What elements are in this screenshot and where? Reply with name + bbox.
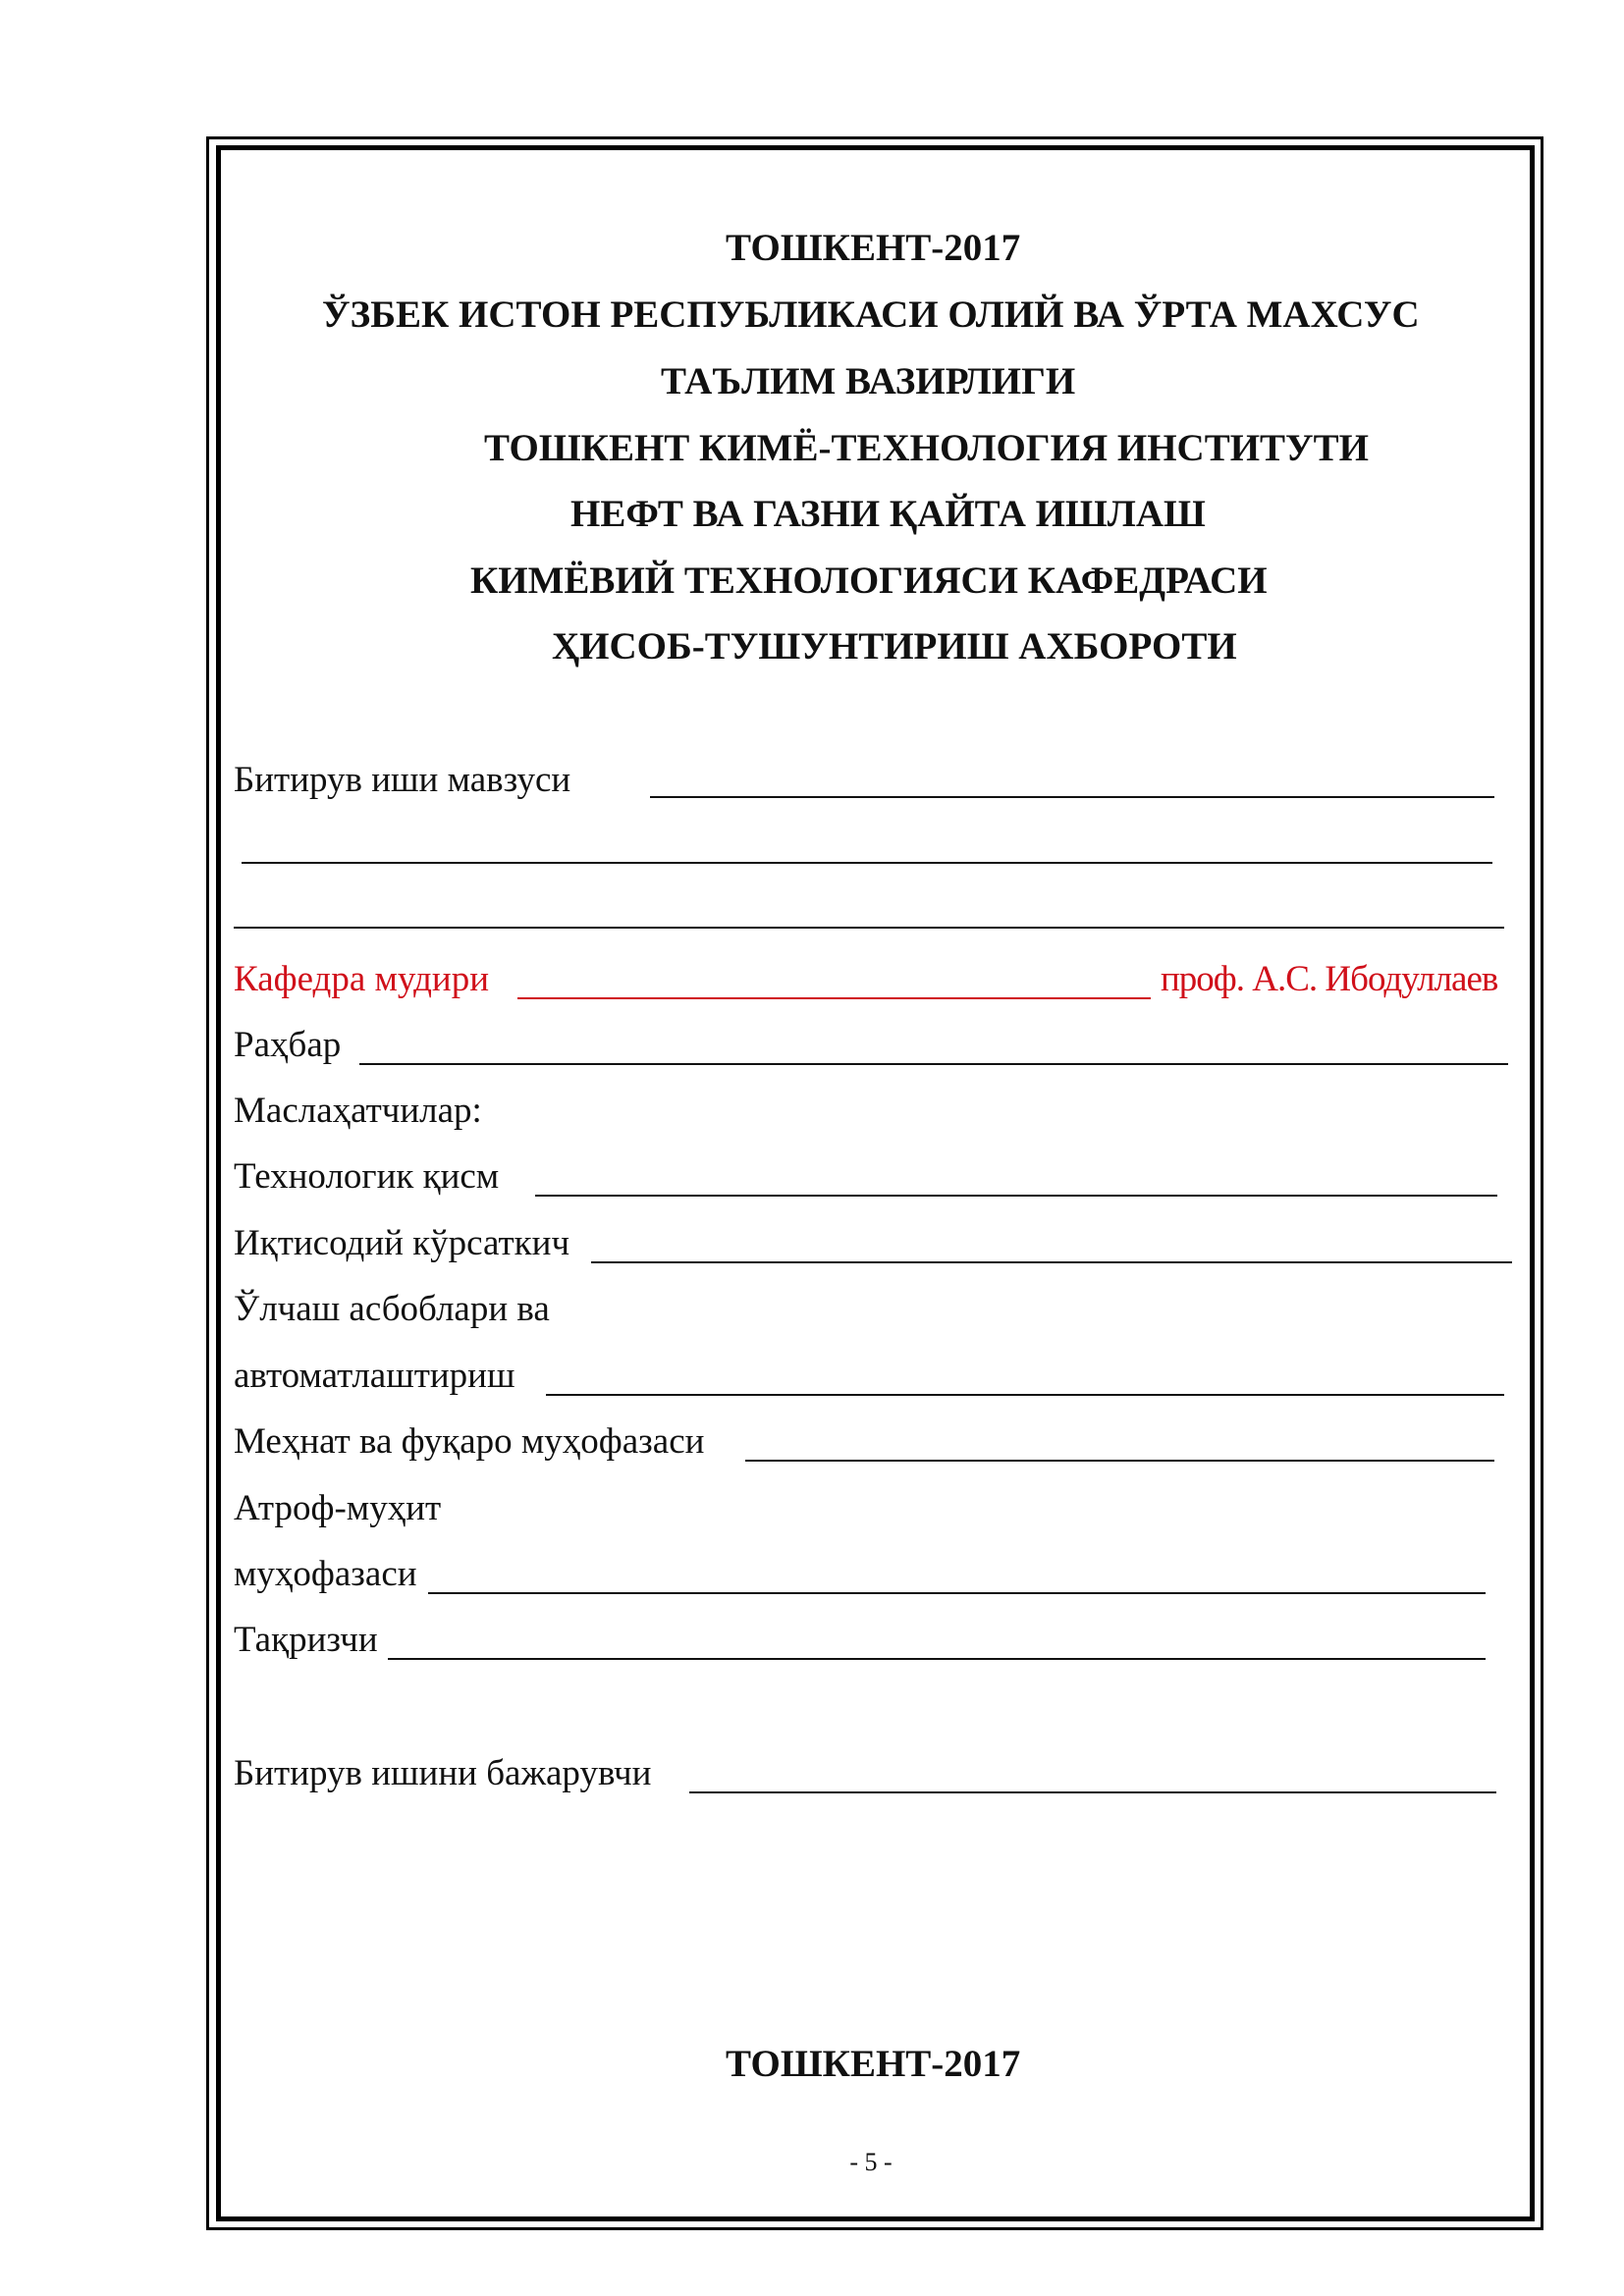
performer-field[interactable] xyxy=(689,1791,1496,1793)
technological-part-field[interactable] xyxy=(535,1195,1497,1197)
technological-part-label: Технологик қисм xyxy=(234,1156,500,1197)
document-title: ҲИСОБ-ТУШУНТИРИШ АХБОРОТИ xyxy=(552,625,1237,667)
environment-label-line1: Атроф-муҳит xyxy=(234,1488,442,1528)
environment-field[interactable] xyxy=(428,1592,1486,1594)
reviewer-label: Тақризчи xyxy=(234,1620,378,1660)
instruments-label-line2: автоматлаштириш xyxy=(234,1356,515,1396)
head-of-department-name: проф. А.С. Ибодуллаев xyxy=(1161,959,1498,999)
header-ministry-line1: ЎЗБЕК ИСТОН РЕСПУБЛИКАСИ ОЛИЙ ВА ЎРТА МАХСУС xyxy=(322,294,1420,336)
head-of-department-label: Кафедра мудири xyxy=(234,959,490,999)
consultants-label: Маслаҳатчилар: xyxy=(234,1091,482,1131)
header-institute: ТОШКЕНТ КИМЁ-ТЕХНОЛОГИЯ ИНСТИТУТИ xyxy=(484,427,1370,469)
thesis-topic-field-line3[interactable] xyxy=(234,927,1504,929)
supervisor-field[interactable] xyxy=(359,1063,1508,1065)
page-number: - 5 - xyxy=(849,2148,893,2176)
header-city-year: ТОШКЕНТ-2017 xyxy=(726,227,1021,269)
reviewer-field[interactable] xyxy=(388,1658,1486,1660)
supervisor-label: Раҳбар xyxy=(234,1025,342,1065)
performer-label: Битирув ишини бажарувчи xyxy=(234,1753,652,1793)
instruments-label-line1: Ўлчаш асбоблари ва xyxy=(234,1289,550,1329)
labor-protection-field[interactable] xyxy=(745,1460,1494,1462)
economic-indicator-label: Иқтисодий кўрсаткич xyxy=(234,1223,570,1263)
head-of-department-field[interactable] xyxy=(517,997,1151,999)
thesis-topic-field[interactable] xyxy=(650,796,1494,798)
header-department-line1: НЕФТ ВА ГАЗНИ ҚАЙТА ИШЛАШ xyxy=(570,493,1206,535)
instruments-field[interactable] xyxy=(546,1394,1504,1396)
thesis-topic-field-line2[interactable] xyxy=(242,862,1492,864)
header-ministry-line2: ТАЪЛИМ ВАЗИРЛИГИ xyxy=(661,360,1076,402)
thesis-topic-label: Битирув иши мавзуси xyxy=(234,760,571,800)
header-department-line2: КИМЁВИЙ ТЕХНОЛОГИЯСИ КАФЕДРАСИ xyxy=(470,560,1268,602)
economic-indicator-field[interactable] xyxy=(591,1261,1512,1263)
footer-city-year: ТОШКЕНТ-2017 xyxy=(726,2043,1021,2085)
environment-label-line2: муҳофазаси xyxy=(234,1554,417,1594)
labor-protection-label: Меҳнат ва фуқаро муҳофазаси xyxy=(234,1421,705,1462)
